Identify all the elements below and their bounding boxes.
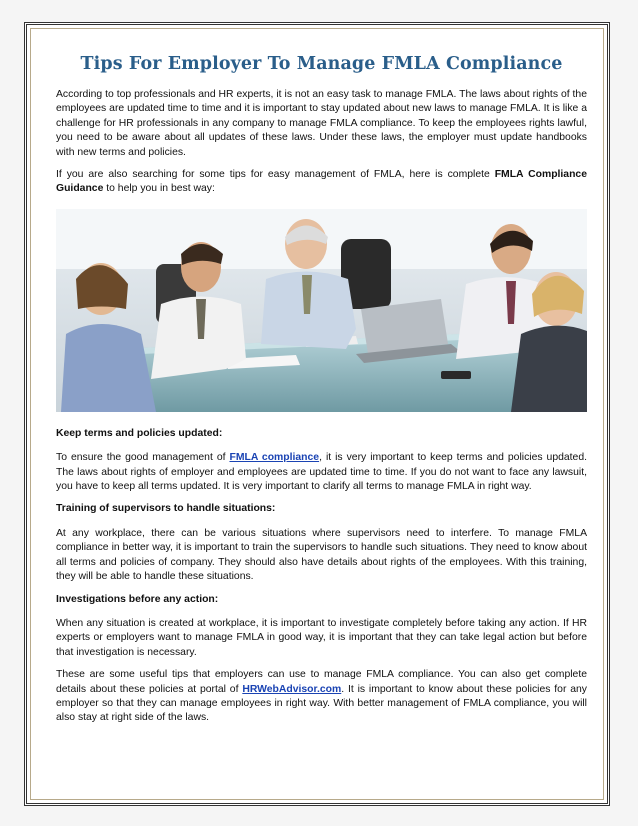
section-body-investigations: When any situation is created at workplace, it is important to investigate completely before taking any action. If HR experts or employers want to manage FMLA in good way, it is important that they can take legal action but before that investigation is necessary. [56,617,587,658]
document-title: Tips For Employer To Manage FMLA Compliance [80,54,563,74]
closing-paragraph: These are some useful tips that employers can use to manage FMLA compliance. You can also get complete details about these policies at portal of HRWebAdvisor.com. It is important to know about these policies for any employer so that they can manage employees in right way. With better management of FMLA compliance, you will also stay at right side of the laws. [56,669,587,724]
intro-paragraph: According to top professionals and HR experts, it is not an easy task to manage FMLA. The laws about rights of the employees are updated time to time and it is important to stay updated about new laws to manage FMLA. It is like a challenge for HR professionals in any company to manage FMLA compliance. To keep the employees rights lawful, you need to be aware about all updates of these laws. Under these laws, the employer must update handbooks with new terms and policies. [56,89,587,158]
section-body-training: At any workplace, there can be various situations where supervisors need to interfere. To manage FMLA compliance in better way, it is important to train the supervisors to handle such situations. They need to know about all terms and policies of company. They should also have details about rights of the employees. With this training, they will be able to handle these situations. [56,527,587,583]
section-body-terms: To ensure the good management of FMLA compliance, it is very important to keep terms and policies updated. The laws about rights of employer and employees are updated time to time. If you do not want to face any lawsuit, you have to keep all terms updated. It is very important to clarify all terms to manage FMLA in right way. [56,452,587,493]
hrwebadvisor-link[interactable]: HRWebAdvisor.com [242,683,342,695]
section-heading-training: Training of supervisors to handle situations: [56,503,276,515]
intro-paragraph-2: If you are also searching for some tips for easy management of FMLA, here is complete FMLA Compliance Guidance to help you in best way: [56,169,587,195]
page-frame [24,22,610,806]
fmla-guidance-bold: FMLA Compliance Guidance [56,169,587,195]
meeting-photo [56,209,587,412]
section-heading-terms: Keep terms and policies updated: [56,427,223,439]
section-heading-investigations: Investigations before any action: [56,593,219,605]
fmla-compliance-link[interactable]: FMLA compliance [229,452,320,464]
document-body [56,54,587,734]
